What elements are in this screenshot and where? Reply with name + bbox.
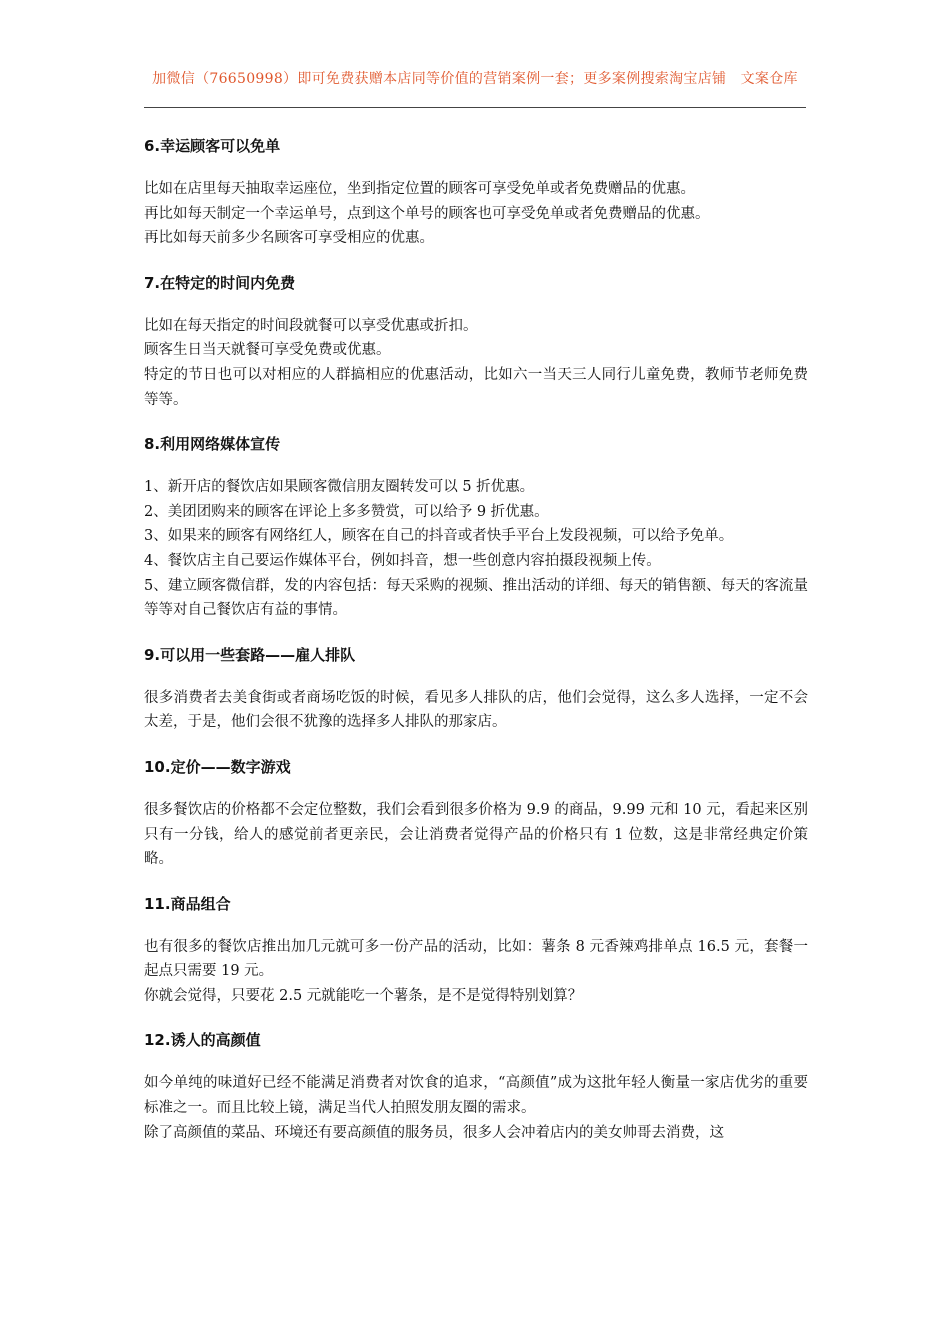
section-heading: 10.定价——数字游戏 bbox=[144, 757, 291, 776]
paragraph: 特定的节日也可以对相应的人群搞相应的优惠活动，比如六一当天三人同行儿童免费，教师节老师免费等等。 bbox=[144, 366, 808, 408]
section-heading: 7.在特定的时间内免费 bbox=[144, 273, 296, 292]
section-10 bbox=[144, 757, 808, 872]
section-11 bbox=[144, 894, 808, 1009]
paragraph: 你就会觉得，只要花 2.5 元就能吃一个薯条，是不是觉得特别划算？ bbox=[144, 987, 583, 1004]
section-7 bbox=[144, 273, 808, 412]
section-heading: 12.诱人的高颜值 bbox=[144, 1031, 261, 1050]
list-item: 5、建立顾客微信群，发的内容包括：每天采购的视频、推出活动的详细、每天的销售额、每天的客流量等等对自己餐饮店有益的事情。 bbox=[144, 577, 808, 619]
section-9 bbox=[144, 645, 808, 735]
section-6 bbox=[144, 136, 808, 251]
list-item: 4、餐饮店主自己要运作媒体平台，例如抖音，想一些创意内容拍摄段视频上传。 bbox=[144, 552, 661, 569]
header-divider bbox=[144, 107, 806, 108]
paragraph: 再比如每天前多少名顾客可享受相应的优惠。 bbox=[144, 230, 434, 247]
paragraph: 再比如每天制定一个幸运单号，点到这个单号的顾客也可享受免单或者免费赠品的优惠。 bbox=[144, 205, 710, 222]
paragraph: 如今单纯的味道好已经不能满足消费者对饮食的追求，“高颜值”成为这批年轻人衡量一家店优劣的重要标准之一。而且比较上镜，满足当代人拍照发朋友圈的需求。 bbox=[144, 1075, 808, 1117]
section-heading: 6.幸运顾客可以免单 bbox=[144, 137, 281, 155]
section-heading: 8.利用网络媒体宣传 bbox=[144, 435, 281, 454]
paragraph: 很多消费者去美食街或者商场吃饭的时候，看见多人排队的店，他们会觉得，这么多人选择，一定不会太差，于是，他们会很不犹豫的选择多人排队的那家店。 bbox=[144, 689, 808, 731]
paragraph: 比如在店里每天抽取幸运座位，坐到指定位置的顾客可享受免单或者免费赠品的优惠。 bbox=[144, 181, 695, 197]
paragraph: 顾客生日当天就餐可享受免费或优惠。 bbox=[144, 342, 391, 359]
document-body bbox=[144, 136, 808, 1167]
list-item: 3、如果来的顾客有网络红人，顾客在自己的抖音或者快手平台上发段视频，可以给予免单。 bbox=[144, 528, 734, 545]
section-12 bbox=[144, 1030, 808, 1145]
header-promo-note: 加微信（76650998）即可免费获赠本店同等价值的营销案例一套；更多案例搜索淘宝店铺 文案仓库 bbox=[152, 71, 798, 87]
paragraph: 很多餐饮店的价格都不会定位整数，我们会看到很多价格为 9.9 的商品，9.99 元和 10 元，看起来区别只有一分钱，给人的感觉前者更亲民，会让消费者觉得产品的价格只有 1 位数，这是非常经典定价策略。 bbox=[144, 801, 808, 868]
paragraph: 除了高颜值的菜品、环境还有要高颜值的服务员，很多人会冲着店内的美女帅哥去消费，这 bbox=[144, 1124, 724, 1141]
section-heading: 9.可以用一些套路——雇人排队 bbox=[144, 645, 356, 664]
list-item: 2、美团团购来的顾客在评论上多多赞赏，可以给予 9 折优惠。 bbox=[144, 503, 549, 520]
paragraph: 比如在每天指定的时间段就餐可以享受优惠或折扣。 bbox=[144, 317, 478, 334]
list-item: 1、新开店的餐饮店如果顾客微信朋友圈转发可以 5 折优惠。 bbox=[144, 479, 535, 496]
section-8 bbox=[144, 434, 808, 623]
section-heading: 11.商品组合 bbox=[144, 894, 231, 913]
paragraph: 也有很多的餐饮店推出加几元就可多一份产品的活动，比如：薯条 8 元香辣鸡排单点 16.5 元，套餐一起点只需要 19 元。 bbox=[144, 938, 808, 980]
